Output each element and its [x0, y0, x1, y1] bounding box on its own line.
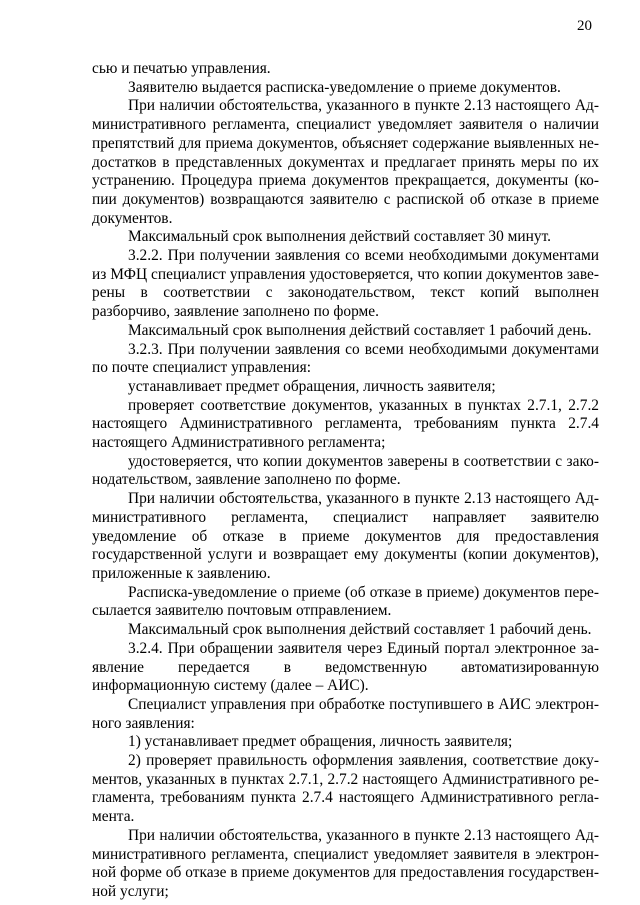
paragraph: удостоверяется, что копии документов заверены в соответствии с законодательством, заявление заполнено по форме. [92, 452, 599, 489]
paragraph: Специалист управления при обработке поступившего в АИС электронного заявления: [92, 695, 599, 732]
paragraph: 3.2.2. При получении заявления со всеми необходимыми документами из МФЦ специалист управления удостоверяется, что копии документов заверены в соответствии с законодательством, текст копий выполнен разборчиво, заявление заполнено по форме. [92, 247, 599, 321]
paragraph: проверяет соответствие документов, указанных в пунктах 2.7.1, 2.7.2 настоящего Административного регламента, требованиям пункта 2.7.4 настоящего Административного регламента; [92, 396, 599, 452]
page-number: 20 [577, 18, 592, 34]
paragraph: 2) проверяет правильность оформления заявления, соответствие документов, указанных в пунктах 2.7.1, 2.7.2 настоящего Административного регламента, требованиям пункта 2.7.4 настоящего Административного регламента. [92, 752, 599, 826]
paragraph: устанавливает предмет обращения, личность заявителя; [128, 377, 496, 395]
paragraph: При наличии обстоятельства, указанного в пункте 2.13 настоящего Административного регламента, специалист уведомляет заявителя о наличии препятствий для приема документов, объясняет содержание выявленных недостатков в представленных документах и предлагает принять меры по их устранению. Процедура приема документов прекращается, документы (копии документов) возвращаются заявителю с распиской об отказе в приеме документов. [92, 97, 599, 227]
paragraph: Расписка-уведомление о приеме (об отказе в приеме) документов пересылается заявителю почтовым отправлением. [92, 583, 599, 620]
paragraph: 3.2.4. При обращении заявителя через Единый портал электронное заявление передается в ведомственную автоматизированную информационную систему (далее – АИС). [92, 639, 599, 695]
paragraph: При наличии обстоятельства, указанного в пункте 2.13 настоящего Административного регламента, специалист направляет заявителю уведомление об отказе в приеме документов для предоставления государственной услуги и возвращает ему документы (копии документов), приложенные к заявлению. [92, 490, 599, 582]
paragraph: Максимальный срок выполнения действий составляет 1 рабочий день. [128, 621, 592, 639]
paragraph: Заявителю выдается расписка-уведомление о приеме документов. [128, 78, 561, 96]
paragraph: 3.2.3. При получении заявления со всеми необходимыми документами по почте специалист управления: [92, 340, 599, 377]
paragraph: При наличии обстоятельства, указанного в пункте 2.13 настоящего Административного регламента, специалист уведомляет заявителя в электронной форме об отказе в приеме документов для предоставления государственной услуги; [92, 826, 599, 900]
paragraph: 1) устанавливает предмет обращения, личность заявителя; [128, 733, 513, 751]
document-body [92, 60, 599, 902]
paragraph: Максимальный срок выполнения действий составляет 30 минут. [128, 228, 551, 246]
paragraph: Максимальный срок выполнения действий составляет 1 рабочий день. [128, 321, 592, 339]
paragraph: сью и печатью управления. [92, 60, 271, 77]
